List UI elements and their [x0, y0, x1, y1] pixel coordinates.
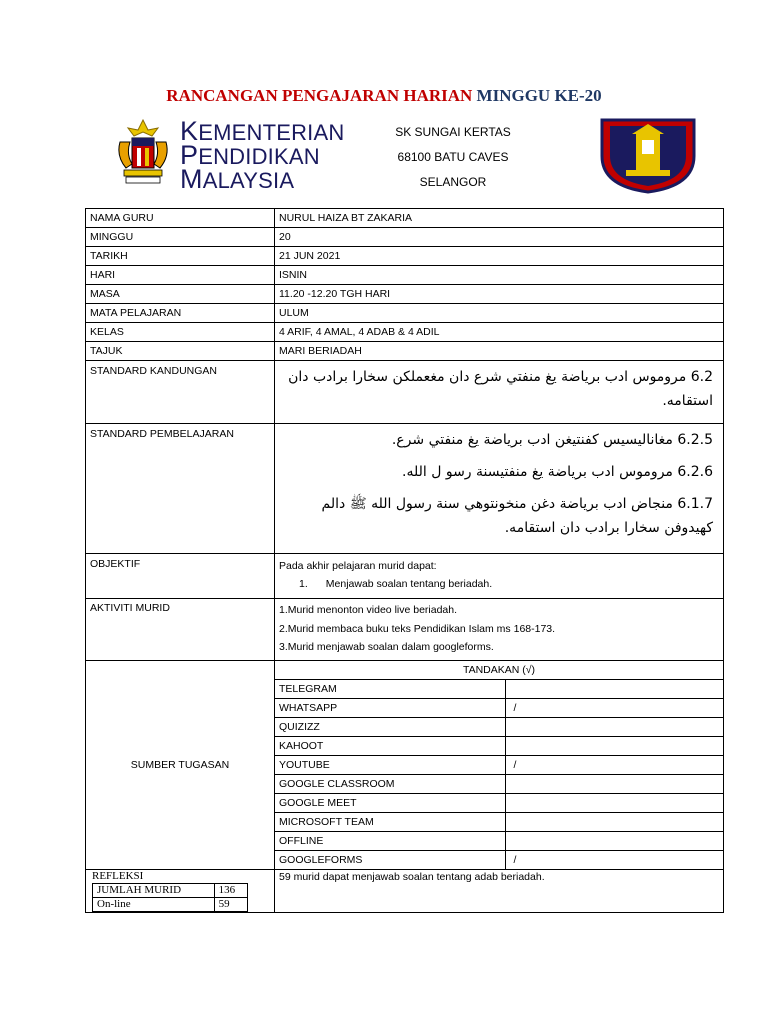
school-state: SELANGOR [419, 175, 487, 189]
sumber-name: WHATSAPP [275, 699, 505, 718]
logo-text-kl2: ENDIDIKAN [198, 144, 320, 169]
sumber-mark[interactable]: / [505, 699, 723, 718]
school-badge-icon [596, 116, 700, 194]
info-row [86, 209, 724, 228]
ministry-logo: KEMENTERIAN PENDIDIKAN MALAYSIA [112, 118, 332, 194]
sumber-table [275, 661, 723, 869]
sumber-row [275, 775, 723, 794]
sumber-row [275, 832, 723, 851]
sumber-cell [275, 661, 724, 870]
objektif-item: Menjawab soalan tentang beriadah. [325, 578, 493, 590]
info-row [86, 342, 724, 361]
info-value: 11.20 -12.20 TGH HARI [275, 285, 724, 304]
info-row [86, 228, 724, 247]
info-value: ISNIN [275, 266, 724, 285]
refleksi-text: 59 murid dapat menjawab soalan tentang adab beriadah. [275, 870, 724, 913]
online-value: 59 [214, 898, 247, 912]
sumber-mark[interactable]: / [505, 851, 723, 870]
standard-kandungan-text: 6.2 مروموس ادب برياضة يغ منفتي شرع دان مغعملكن سخارا برادب دان استقامه. [275, 361, 724, 424]
info-row [86, 304, 724, 323]
sumber-row [275, 680, 723, 699]
tandakan-header: TANDAKAN (√) [275, 661, 723, 680]
sumber-mark[interactable] [505, 718, 723, 737]
info-value: 20 [275, 228, 724, 247]
objektif-intro: Pada akhir pelajaran murid dapat: [279, 560, 437, 572]
school-city: 68100 BATU CAVES [397, 150, 509, 164]
aktiviti-item: 2.Murid membaca buku teks Pendidikan Islam ms 168-173. [279, 622, 556, 635]
sumber-name: MICROSOFT TEAM [275, 813, 505, 832]
info-label: NAMA GURU [86, 209, 275, 228]
title-part-1: RANCANGAN PENGAJARAN HARIAN [166, 86, 473, 105]
sumber-row [275, 756, 723, 775]
info-label: MATA PELAJARAN [86, 304, 275, 323]
sumber-mark[interactable] [505, 813, 723, 832]
standard-pembelajaran-label: STANDARD PEMBELAJARAN [86, 424, 275, 554]
sumber-label: SUMBER TUGASAN [86, 661, 275, 870]
aktiviti-item: 1.Murid menonton video live beriadah. [279, 604, 458, 616]
info-label: TARIKH [86, 247, 275, 266]
sumber-row [275, 699, 723, 718]
aktiviti-item: 3.Murid menjawab soalan dalam googleforms. [279, 641, 494, 653]
sumber-row [275, 794, 723, 813]
objektif-label: OBJEKTIF [86, 554, 275, 599]
info-label: KELAS [86, 323, 275, 342]
sp-item: 6.1.7 منجاض ادب برياضة دغن منخونتوهي سنة رسول الله ﷺ دالم كهيدوفن سخارا برادب دان استقامه. [321, 496, 713, 536]
page-title [0, 86, 768, 106]
jumlah-murid-label: JUMLAH MURID [93, 884, 215, 898]
standard-kandungan-label: STANDARD KANDUNGAN [86, 361, 275, 424]
sumber-name: TELEGRAM [275, 680, 505, 699]
sumber-row [275, 851, 723, 870]
sumber-name: GOOGLEFORMS [275, 851, 505, 870]
sumber-mark[interactable] [505, 775, 723, 794]
sumber-name: YOUTUBE [275, 756, 505, 775]
school-name: SK SUNGAI KERTAS [395, 125, 511, 139]
info-label: HARI [86, 266, 275, 285]
info-value: NURUL HAIZA BT ZAKARIA [275, 209, 724, 228]
logo-text-kl3: ALAYSIA [202, 168, 295, 193]
info-label: MINGGU [86, 228, 275, 247]
sumber-name: QUIZIZZ [275, 718, 505, 737]
sp-item: 6.2.5 مغاناليسيس كفنتيغن ادب برياضة يغ منفتي شرع. [391, 432, 713, 448]
sumber-mark[interactable] [505, 680, 723, 699]
info-value: MARI BERIADAH [275, 342, 724, 361]
school-address [360, 120, 546, 195]
title-part-2: MINGGU KE-20 [476, 86, 602, 105]
sumber-mark[interactable] [505, 832, 723, 851]
info-value: ULUM [275, 304, 724, 323]
info-label: TAJUK [86, 342, 275, 361]
info-value: 4 ARIF, 4 AMAL, 4 ADAB & 4 ADIL [275, 323, 724, 342]
objektif-cell [275, 554, 724, 599]
sp-item: 6.2.6 مروموس ادب برياضة يغ منفتيسنة رسو ل الله. [402, 464, 713, 480]
sumber-row [275, 813, 723, 832]
refleksi-label: REFLEKSI [92, 870, 144, 882]
info-label: MASA [86, 285, 275, 304]
sumber-mark[interactable] [505, 737, 723, 756]
sumber-mark[interactable]: / [505, 756, 723, 775]
aktiviti-cell [275, 599, 724, 661]
info-value: 21 JUN 2021 [275, 247, 724, 266]
logo-text-kl1: EMENTERIAN [198, 120, 345, 145]
sumber-name: GOOGLE CLASSROOM [275, 775, 505, 794]
aktiviti-label: AKTIVITI MURID [86, 599, 275, 661]
lesson-plan-table [85, 208, 724, 913]
coat-of-arms-icon [112, 118, 174, 190]
online-label: On-line [93, 898, 215, 912]
info-row [86, 266, 724, 285]
sumber-name: KAHOOT [275, 737, 505, 756]
standard-pembelajaran-list [275, 424, 724, 554]
sumber-name: OFFLINE [275, 832, 505, 851]
objektif-num: 1. [299, 578, 308, 590]
info-row [86, 247, 724, 266]
sumber-name: GOOGLE MEET [275, 794, 505, 813]
sumber-row [275, 737, 723, 756]
info-row [86, 285, 724, 304]
refleksi-cell [86, 870, 275, 913]
jumlah-murid-value: 136 [214, 884, 247, 898]
sumber-mark[interactable] [505, 794, 723, 813]
info-row [86, 323, 724, 342]
sumber-row [275, 718, 723, 737]
refleksi-counts [92, 883, 248, 912]
